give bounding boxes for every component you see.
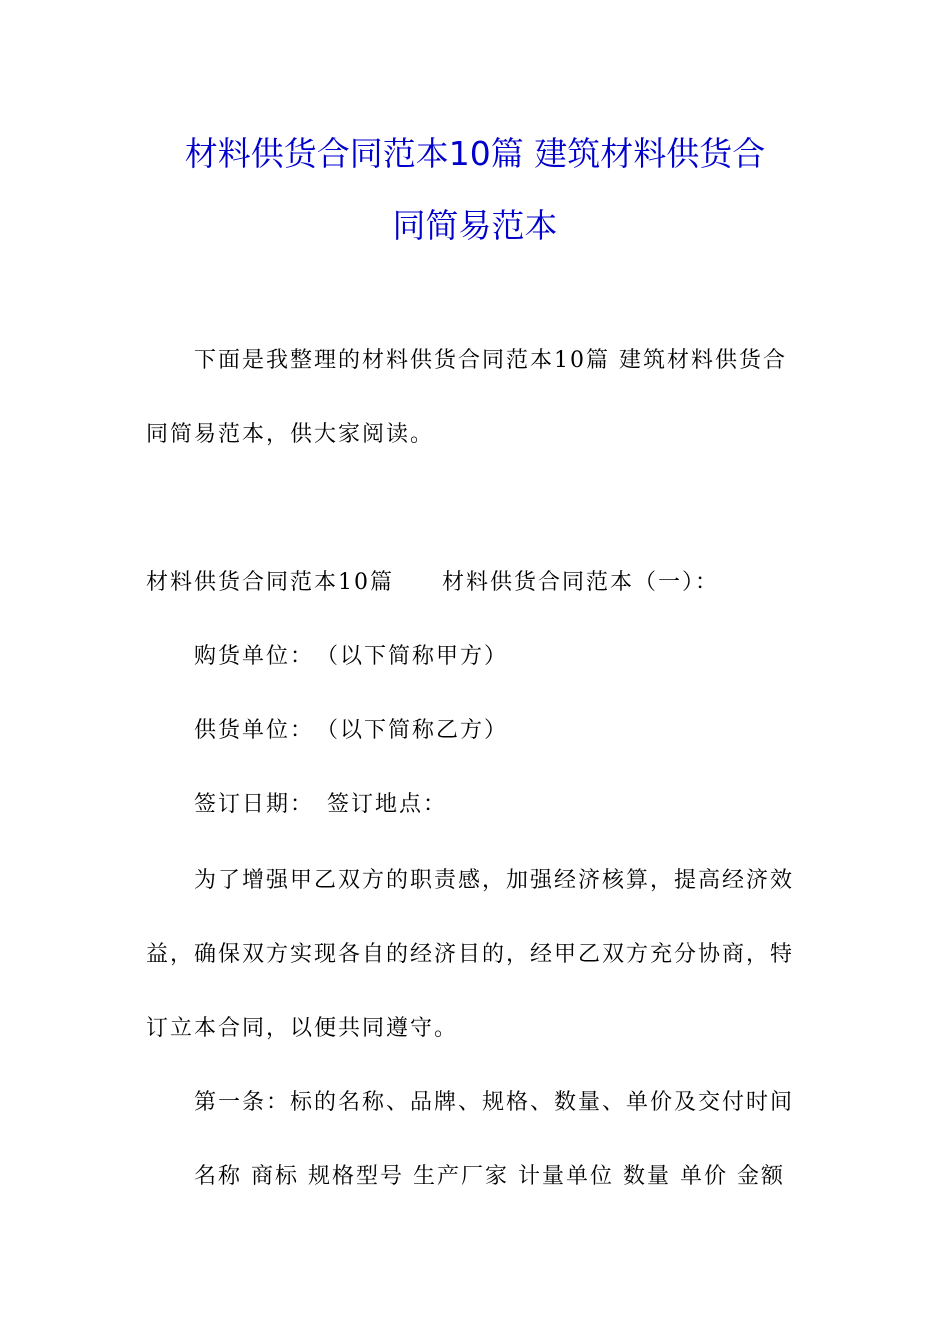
section-heading — [146, 568, 719, 598]
article-1-heading: 第一条：标的名称、品牌、规格、数量、单价及交付时间 — [194, 1090, 795, 1115]
purpose-paragraph-line-1: 为了增强甲乙双方的职责感，加强经济核算，提高经济效 — [194, 868, 795, 893]
section-heading-sample: 材料供货合同范本（一）： — [442, 570, 720, 595]
buyer-line: 购货单位： （以下简称甲方） — [194, 644, 509, 669]
sign-info-line: 签订日期： 签订地点： — [194, 792, 448, 817]
intro-paragraph-line-1: 下面是我整理的材料供货合同范本10篇 建筑材料供货合 — [194, 348, 787, 373]
table-header-row: 名称 商标 规格型号 生产厂家 计量单位 数量 单价 金额 — [194, 1164, 785, 1189]
purpose-paragraph-line-2: 益，确保双方实现各自的经济目的，经甲乙双方充分协商，特 — [146, 942, 795, 967]
document-title-line-2: 同简易范本 — [392, 206, 558, 245]
section-heading-collection: 材料供货合同范本10篇 — [146, 570, 394, 595]
supplier-line: 供货单位： （以下简称乙方） — [194, 718, 509, 743]
purpose-paragraph-line-3: 订立本合同，以便共同遵守。 — [146, 1016, 459, 1041]
document-title-line-1: 材料供货合同范本10篇 建筑材料供货合 — [184, 134, 766, 173]
intro-paragraph-line-2: 同简易范本，供大家阅读。 — [146, 422, 435, 447]
